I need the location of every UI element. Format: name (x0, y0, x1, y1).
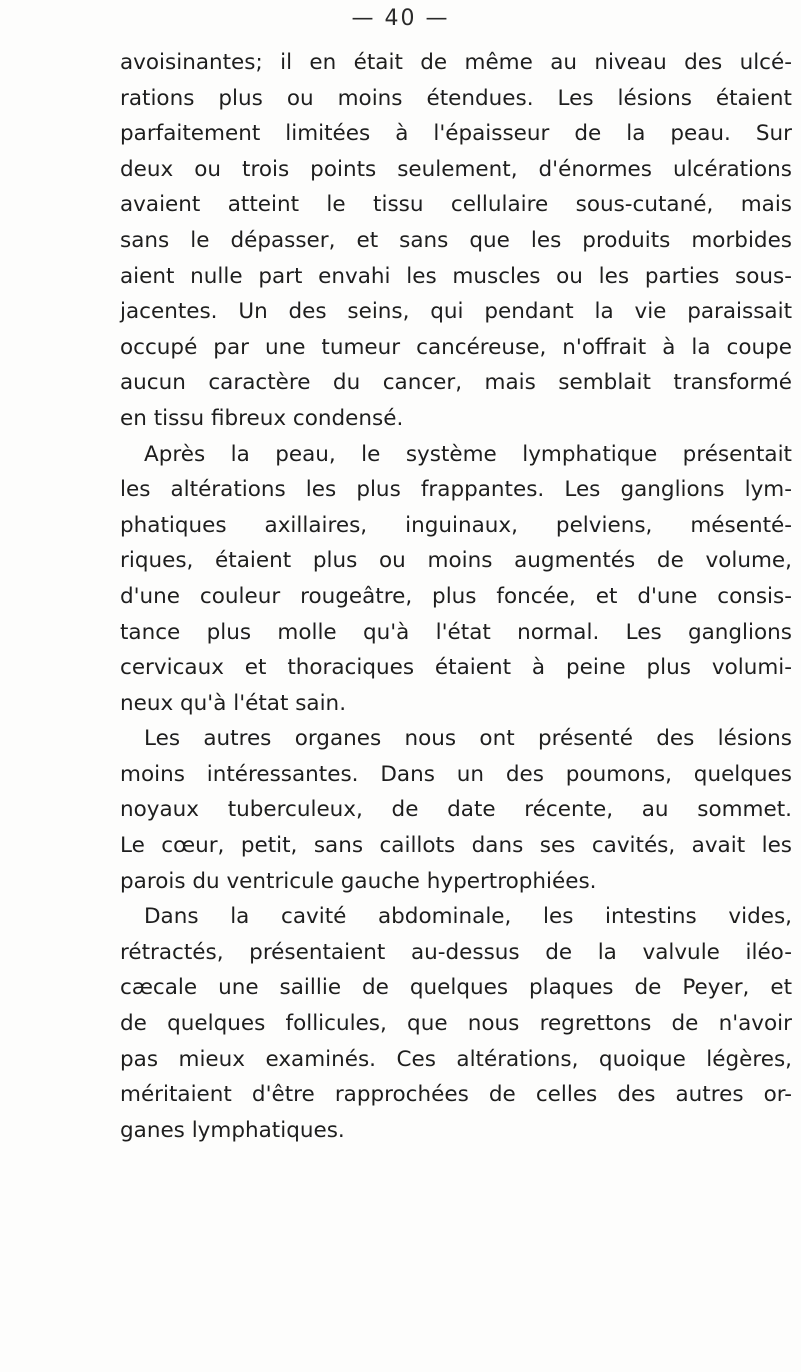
text-line: ganes lymphatiques. (120, 1117, 345, 1143)
text-line: de quelques follicules, que nous regrettons de n'avoir (120, 1011, 792, 1037)
text-line: cæcale une saillie de quelques plaques de Peyer, et (120, 975, 792, 1001)
text-line: les altérations les plus frappantes. Les ganglions lym- (120, 477, 792, 503)
text-line: moins intéressantes. Dans un des poumons, quelques (120, 761, 792, 787)
text-line: avaient atteint le tissu cellulaire sous-cutané, mais (120, 192, 792, 218)
text-line: neux qu'à l'état sain. (120, 690, 347, 716)
text-line: rétractés, présentaient au-dessus de la valvule iléo- (120, 939, 792, 965)
text-line: aucun caractère du cancer, mais semblait transformé (120, 370, 792, 396)
text-line: noyaux tuberculeux, de date récente, au sommet. (120, 797, 792, 823)
body-text (120, 45, 792, 1148)
text-line: cervicaux et thoraciques étaient à peine plus volumi- (120, 655, 792, 681)
text-line: d'une couleur rougeâtre, plus foncée, et d'une consis- (120, 583, 792, 609)
text-line: deux ou trois points seulement, d'énormes ulcérations (120, 156, 792, 182)
page-number: — 40 — (351, 6, 450, 31)
text-line: méritaient d'être rapprochées de celles des autres or- (120, 1082, 792, 1108)
text-line: pas mieux examinés. Ces altérations, quoique légères, (120, 1046, 792, 1072)
text-line: phatiques axillaires, inguinaux, pelviens, mésenté- (120, 512, 792, 538)
text-line: sans le dépasser, et sans que les produits morbides (120, 227, 792, 253)
text-line: Les autres organes nous ont présenté des lésions (144, 726, 792, 752)
text-line: avoisinantes; il en était de même au niveau des ulcé- (120, 50, 792, 75)
text-line: parois du ventricule gauche hypertrophiées. (120, 868, 597, 894)
text-line: occupé par une tumeur cancéreuse, n'offrait à la coupe (120, 334, 792, 360)
text-line: riques, étaient plus ou moins augmentés de volume, (120, 548, 792, 574)
text-line: jacentes. Un des seins, qui pendant la vie paraissait (120, 299, 792, 325)
text-line: Le cœur, petit, sans caillots dans ses cavités, avait les (120, 833, 792, 859)
text-line: Après la peau, le système lymphatique présentait (144, 441, 792, 467)
text-line: aient nulle part envahi les muscles ou les parties sous- (120, 263, 792, 289)
text-line: tance plus molle qu'à l'état normal. Les ganglions (120, 619, 792, 645)
text-line: rations plus ou moins étendues. Les lésions étaient (120, 85, 792, 111)
text-line: en tissu fibreux condensé. (120, 405, 404, 431)
text-line: parfaitement limitées à l'épaisseur de la peau. Sur (120, 121, 792, 147)
text-line: Dans la cavité abdominale, les intestins vides, (144, 904, 792, 930)
